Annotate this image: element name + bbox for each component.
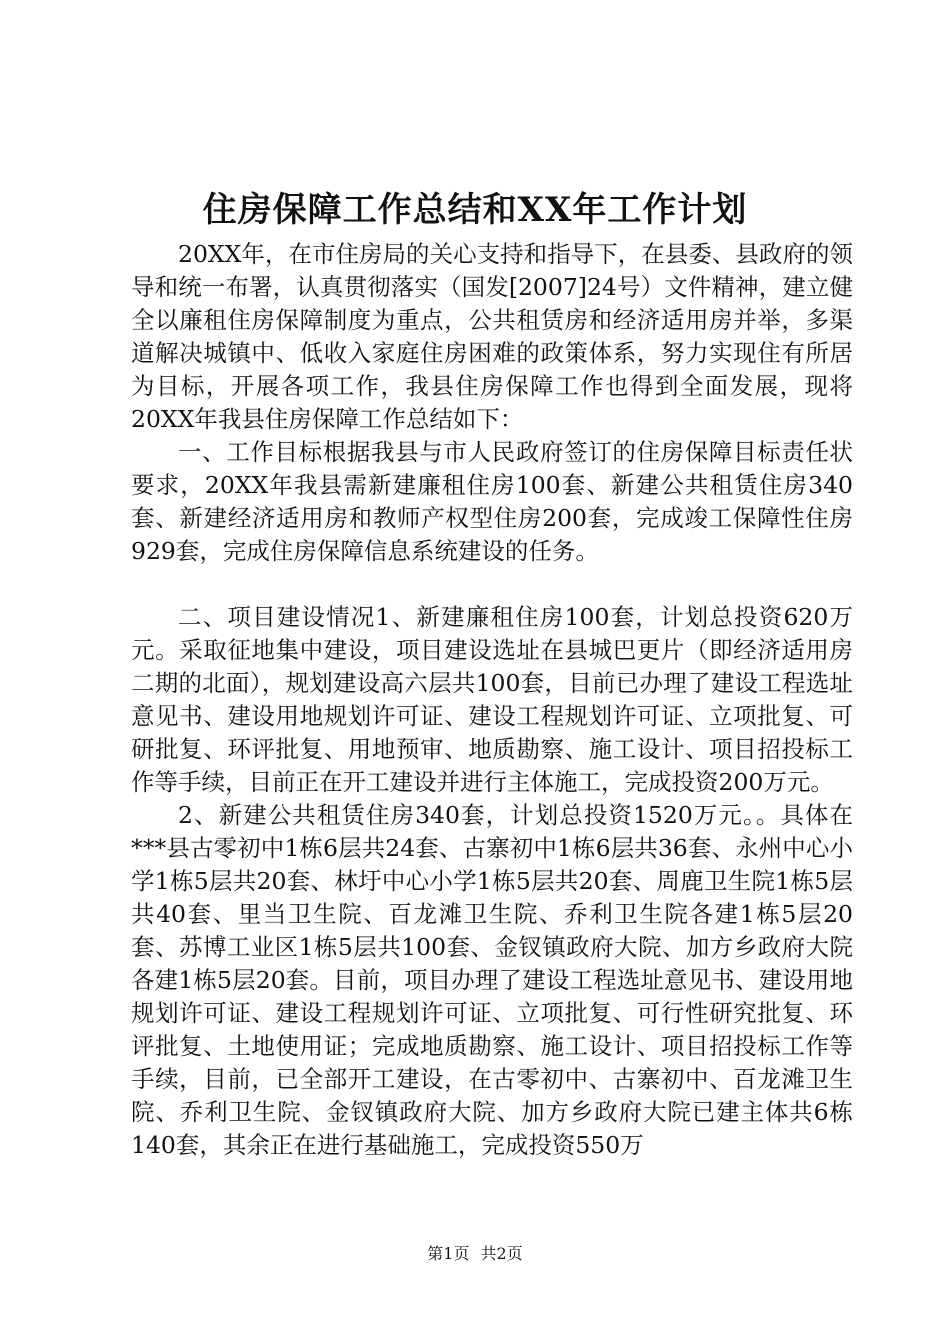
page-number: 第1页 [427, 1244, 470, 1263]
page-footer [0, 1243, 950, 1265]
paragraph-project-status: 二、项目建设情况1、新建廉租住房100套，计划总投资620万元。采取征地集中建设，项目建设选址在县城巴更片（即经济适用房二期的北面），规划建设高六层共100套，目前已办理了建设工程选址意见书、建设用地规划许可证、建设工程规划许可证、立项批复、可研批复、环评批复、用地预审、地质勘察、施工设计、项目招投标工作等手续，目前正在开工建设并进行主体施工，完成投资200万元。 [131, 603, 853, 796]
paragraph-intro: 20XX年，在市住房局的关心支持和指导下，在县委、县政府的领导和统一布署，认真贯彻落实（国发[2007]24号）文件精神，建立健全以廉租住房保障制度为重点，公共租赁房和经济适用房并举，多渠道解决城镇中、低收入家庭住房困难的政策体系，努力实现住有所居为目标，开展各项工作，我县住房保障工作也得到全面发展，现将20XX年我县住房保障工作总结如下： [131, 240, 853, 433]
document-body [131, 238, 853, 1162]
page-total: 共2页 [480, 1244, 523, 1263]
paragraph-public-rental: 2、新建公共租赁住房340套，计划总投资1520万元。。具体在***县古零初中1栋6层共24套、古寨初中1栋6层共36套、永州中心小学1栋5层共20套、林圩中心小学1栋5层共20套、周鹿卫生院1栋5层共40套、里当卫生院、百龙滩卫生院、乔利卫生院各建1栋5层20套、苏博工业区1栋5层共100套、金钗镇政府大院、加方乡政府大院各建1栋5层20套。目前，项目办理了建设工程选址意见书、建设用地规划许可证、建设工程规划许可证、立项批复、可行性研究批复、环评批复、土地使用证；完成地质勘察、施工设计、项目招投标工作等手续，目前，已全部开工建设，在古零初中、古寨初中、百龙滩卫生院、乔利卫生院、金钗镇政府大院、加方乡政府大院已建主体共6栋140套，其余正在进行基础施工，完成投资550万 [131, 801, 853, 1159]
paragraph-work-goals: 一、工作目标根据我县与市人民政府签订的住房保障目标责任状要求，20XX年我县需新建廉租住房100套、新建公共租赁住房340套、新建经济适用房和教师产权型住房200套，完成竣工保障性住房929套，完成住房保障信息系统建设的任务。 [131, 438, 853, 565]
document-title: 住房保障工作总结和XX年工作计划 [202, 190, 748, 230]
